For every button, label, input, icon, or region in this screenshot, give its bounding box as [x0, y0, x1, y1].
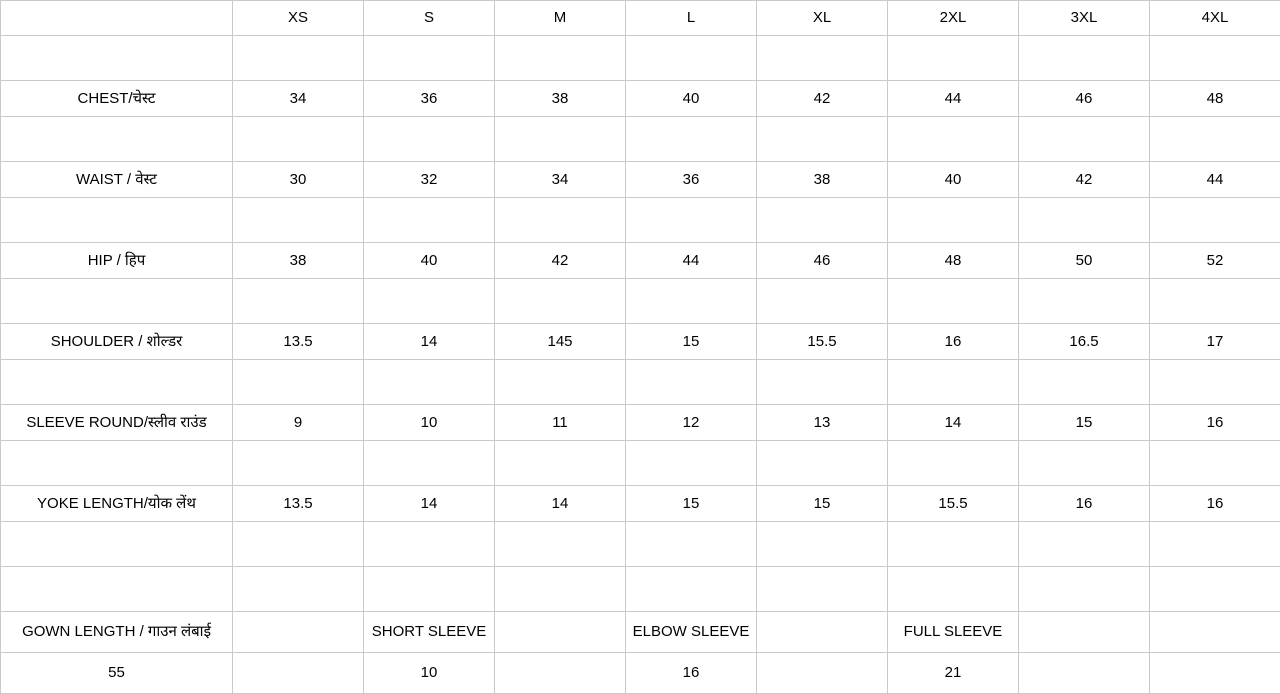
spacer-cell — [1, 279, 233, 324]
row-label-waist: WAIST / वेस्ट — [1, 162, 233, 198]
spacer-cell — [495, 567, 626, 612]
cell-gown-length-value: 55 — [1, 653, 233, 694]
spacer-cell — [495, 198, 626, 243]
spacer-cell — [626, 567, 757, 612]
spacer-cell — [1, 198, 233, 243]
table-row — [1, 405, 1280, 441]
spacer-cell — [1, 567, 233, 612]
cell-sleeve-round-m: 11 — [495, 405, 626, 441]
spacer-cell — [1150, 279, 1280, 324]
spacer-row — [1, 441, 1280, 486]
spacer-cell — [626, 522, 757, 567]
spacer-row — [1, 360, 1280, 405]
spacer-cell — [233, 522, 364, 567]
table-row — [1, 162, 1280, 198]
spacer-cell — [888, 117, 1019, 162]
cell-full-sleeve-value: 21 — [888, 653, 1019, 694]
cell-chest-l: 40 — [626, 81, 757, 117]
cell-hip-3xl: 50 — [1019, 243, 1150, 279]
cell-sleeve-round-s: 10 — [364, 405, 495, 441]
spacer-cell — [626, 117, 757, 162]
cell-yoke-length-2xl: 15.5 — [888, 486, 1019, 522]
cell-chest-s: 36 — [364, 81, 495, 117]
cell-yoke-length-xl: 15 — [757, 486, 888, 522]
sleeve-option-full: FULL SLEEVE — [888, 612, 1019, 653]
spacer-row — [1, 117, 1280, 162]
spacer-cell — [233, 441, 364, 486]
header-size-m: M — [495, 1, 626, 36]
header-size-l: L — [626, 1, 757, 36]
spacer-cell — [757, 36, 888, 81]
spacer-cell — [1, 441, 233, 486]
gown-empty-cell — [1019, 612, 1150, 653]
cell-chest-xl: 42 — [757, 81, 888, 117]
cell-shoulder-m: 145 — [495, 324, 626, 360]
sleeve-option-elbow: ELBOW SLEEVE — [626, 612, 757, 653]
cell-yoke-length-l: 15 — [626, 486, 757, 522]
spacer-cell — [1150, 117, 1280, 162]
spacer-row — [1, 279, 1280, 324]
spacer-cell — [757, 441, 888, 486]
spacer-cell — [757, 360, 888, 405]
cell-shoulder-l: 15 — [626, 324, 757, 360]
cell-waist-4xl: 44 — [1150, 162, 1280, 198]
spacer-cell — [888, 198, 1019, 243]
cell-hip-l: 44 — [626, 243, 757, 279]
spacer-cell — [757, 279, 888, 324]
spacer-cell — [757, 117, 888, 162]
spacer-cell — [626, 36, 757, 81]
spacer-cell — [1, 522, 233, 567]
spacer-row — [1, 567, 1280, 612]
header-size-4xl: 4XL — [1150, 1, 1280, 36]
spacer-cell — [1150, 198, 1280, 243]
spacer-cell — [1019, 279, 1150, 324]
header-size-s: S — [364, 1, 495, 36]
cell-chest-m: 38 — [495, 81, 626, 117]
spacer-cell — [1150, 36, 1280, 81]
spacer-cell — [1, 36, 233, 81]
cell-chest-4xl: 48 — [1150, 81, 1280, 117]
row-label-gown-length: GOWN LENGTH / गाउन लंबाई — [1, 612, 233, 653]
spacer-cell — [1, 360, 233, 405]
spacer-cell — [364, 441, 495, 486]
cell-yoke-length-4xl: 16 — [1150, 486, 1280, 522]
cell-hip-xs: 38 — [233, 243, 364, 279]
spacer-row — [1, 198, 1280, 243]
cell-yoke-length-s: 14 — [364, 486, 495, 522]
spacer-cell — [233, 360, 364, 405]
spacer-cell — [1019, 36, 1150, 81]
row-label-yoke-length: YOKE LENGTH/योक लेंथ — [1, 486, 233, 522]
gown-empty-cell — [757, 612, 888, 653]
spacer-cell — [1150, 522, 1280, 567]
spacer-cell — [495, 360, 626, 405]
spacer-cell — [233, 567, 364, 612]
spacer-cell — [1150, 441, 1280, 486]
cell-chest-2xl: 44 — [888, 81, 1019, 117]
header-size-3xl: 3XL — [1019, 1, 1150, 36]
spacer-cell — [1, 117, 233, 162]
spacer-cell — [1019, 441, 1150, 486]
cell-shoulder-xs: 13.5 — [233, 324, 364, 360]
gown-empty-cell — [1150, 612, 1280, 653]
spacer-cell — [626, 198, 757, 243]
table-row — [1, 243, 1280, 279]
spacer-cell — [757, 198, 888, 243]
table-header-row — [1, 1, 1280, 36]
cell-waist-xl: 38 — [757, 162, 888, 198]
sleeve-option-short: SHORT SLEEVE — [364, 612, 495, 653]
cell-shoulder-xl: 15.5 — [757, 324, 888, 360]
spacer-cell — [888, 36, 1019, 81]
spacer-cell — [1019, 567, 1150, 612]
table-row — [1, 486, 1280, 522]
spacer-row — [1, 36, 1280, 81]
cell-yoke-length-m: 14 — [495, 486, 626, 522]
spacer-cell — [233, 279, 364, 324]
spacer-cell — [626, 360, 757, 405]
spacer-cell — [233, 198, 364, 243]
cell-waist-2xl: 40 — [888, 162, 1019, 198]
cell-yoke-length-3xl: 16 — [1019, 486, 1150, 522]
header-corner-cell — [1, 1, 233, 36]
spacer-cell — [495, 441, 626, 486]
cell-waist-l: 36 — [626, 162, 757, 198]
spacer-cell — [1150, 360, 1280, 405]
spacer-cell — [495, 117, 626, 162]
cell-chest-xs: 34 — [233, 81, 364, 117]
cell-short-sleeve-value: 10 — [364, 653, 495, 694]
spacer-cell — [1019, 117, 1150, 162]
cell-hip-4xl: 52 — [1150, 243, 1280, 279]
row-label-sleeve-round: SLEEVE ROUND/स्लीव राउंड — [1, 405, 233, 441]
cell-waist-m: 34 — [495, 162, 626, 198]
gown-empty-cell — [495, 653, 626, 694]
spacer-cell — [1019, 522, 1150, 567]
cell-shoulder-3xl: 16.5 — [1019, 324, 1150, 360]
spacer-cell — [364, 117, 495, 162]
cell-waist-xs: 30 — [233, 162, 364, 198]
spacer-cell — [233, 117, 364, 162]
spacer-cell — [364, 279, 495, 324]
table-row — [1, 81, 1280, 117]
spacer-cell — [888, 567, 1019, 612]
spacer-cell — [1150, 567, 1280, 612]
header-size-xs: XS — [233, 1, 364, 36]
cell-sleeve-round-3xl: 15 — [1019, 405, 1150, 441]
gown-value-row — [1, 653, 1280, 694]
gown-empty-cell — [757, 653, 888, 694]
spacer-cell — [364, 567, 495, 612]
spacer-cell — [888, 360, 1019, 405]
spacer-cell — [1019, 198, 1150, 243]
table-row — [1, 324, 1280, 360]
spacer-cell — [364, 198, 495, 243]
gown-sleeve-row — [1, 612, 1280, 653]
cell-hip-m: 42 — [495, 243, 626, 279]
row-label-hip: HIP / हिप — [1, 243, 233, 279]
cell-elbow-sleeve-value: 16 — [626, 653, 757, 694]
gown-empty-cell — [233, 653, 364, 694]
spacer-cell — [757, 522, 888, 567]
spacer-cell — [626, 441, 757, 486]
cell-hip-s: 40 — [364, 243, 495, 279]
cell-sleeve-round-2xl: 14 — [888, 405, 1019, 441]
cell-hip-xl: 46 — [757, 243, 888, 279]
spacer-cell — [888, 279, 1019, 324]
cell-waist-3xl: 42 — [1019, 162, 1150, 198]
header-size-xl: XL — [757, 1, 888, 36]
gown-empty-cell — [1150, 653, 1280, 694]
spacer-cell — [757, 567, 888, 612]
cell-shoulder-2xl: 16 — [888, 324, 1019, 360]
cell-shoulder-4xl: 17 — [1150, 324, 1280, 360]
cell-chest-3xl: 46 — [1019, 81, 1150, 117]
spacer-cell — [495, 522, 626, 567]
spacer-cell — [495, 279, 626, 324]
gown-empty-cell — [1019, 653, 1150, 694]
spacer-cell — [888, 522, 1019, 567]
cell-waist-s: 32 — [364, 162, 495, 198]
row-label-shoulder: SHOULDER / शोल्डर — [1, 324, 233, 360]
spacer-cell — [233, 36, 364, 81]
spacer-cell — [888, 441, 1019, 486]
spacer-cell — [364, 36, 495, 81]
gown-empty-cell — [233, 612, 364, 653]
spacer-cell — [626, 279, 757, 324]
cell-hip-2xl: 48 — [888, 243, 1019, 279]
cell-sleeve-round-4xl: 16 — [1150, 405, 1280, 441]
cell-sleeve-round-xs: 9 — [233, 405, 364, 441]
cell-sleeve-round-l: 12 — [626, 405, 757, 441]
cell-sleeve-round-xl: 13 — [757, 405, 888, 441]
header-size-2xl: 2XL — [888, 1, 1019, 36]
spacer-cell — [364, 360, 495, 405]
cell-shoulder-s: 14 — [364, 324, 495, 360]
row-label-chest: CHEST/चेस्ट — [1, 81, 233, 117]
spacer-cell — [1019, 360, 1150, 405]
spacer-cell — [364, 522, 495, 567]
spacer-cell — [495, 36, 626, 81]
cell-yoke-length-xs: 13.5 — [233, 486, 364, 522]
spacer-row — [1, 522, 1280, 567]
gown-empty-cell — [495, 612, 626, 653]
